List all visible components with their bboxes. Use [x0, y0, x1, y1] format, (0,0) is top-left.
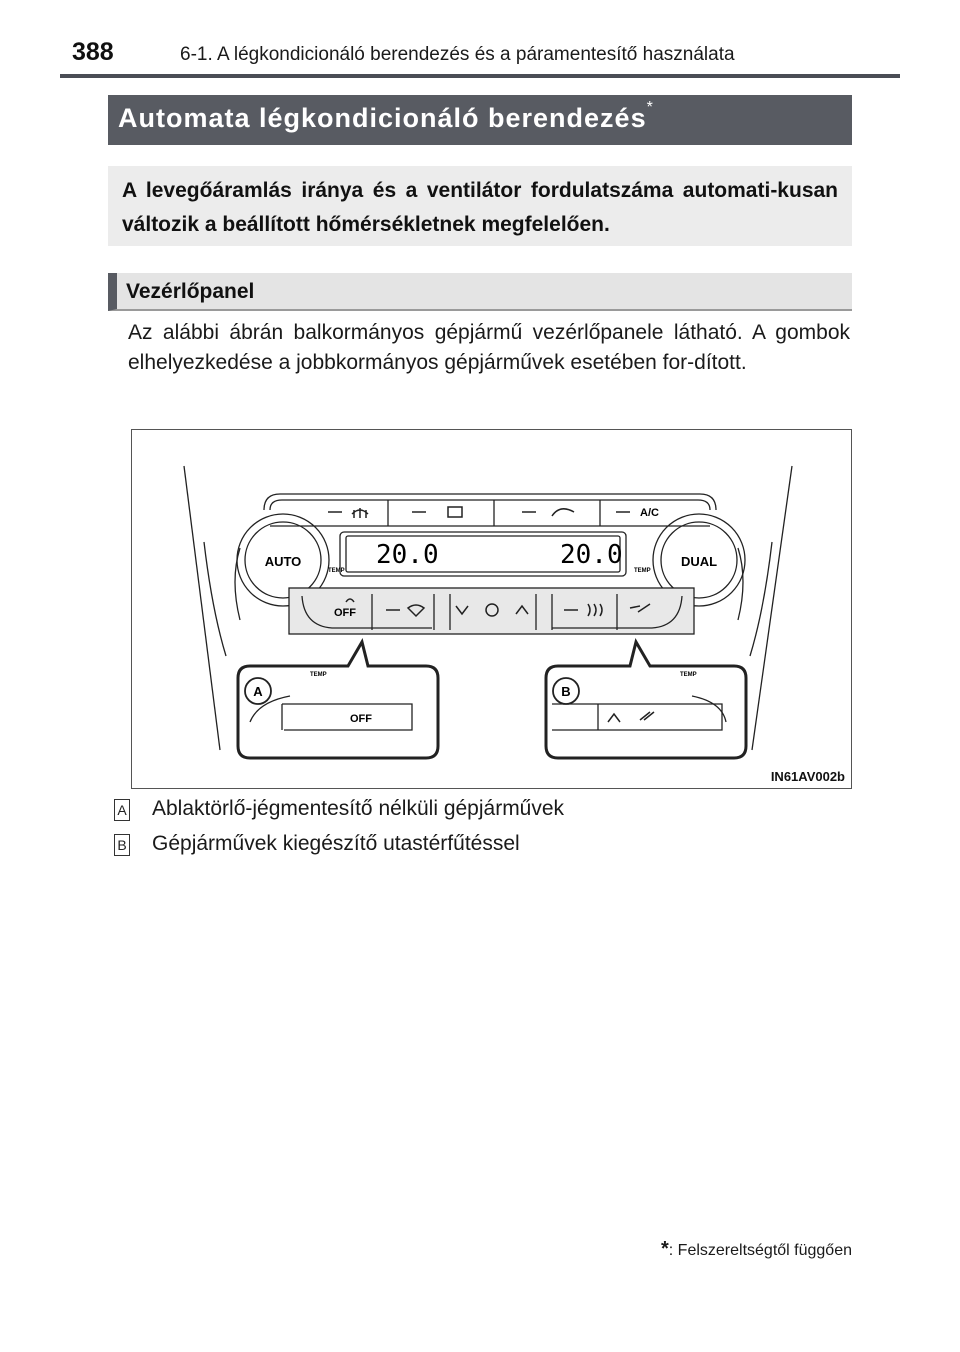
- subsection-title: Vezérlőpanel: [126, 280, 255, 303]
- header-rule: [60, 74, 900, 78]
- subsection-heading: [108, 273, 852, 311]
- title-asterisk: *: [646, 99, 654, 116]
- footnote: [661, 1238, 852, 1261]
- page-number: 388: [72, 38, 114, 66]
- front-defroster-icon: [352, 508, 368, 518]
- callout-b-temp-label: TEMP: [680, 672, 697, 678]
- page-title-text: Automata légkondicionáló berendezés: [118, 103, 647, 133]
- legend-item-a: [114, 796, 854, 826]
- temp-left-display: 20.0: [376, 540, 439, 570]
- dual-knob-label: DUAL: [680, 554, 718, 569]
- intro-box: [108, 166, 852, 246]
- legend-text-a: Ablaktörlő-jégmentesítő nélküli gépjárművek: [152, 797, 565, 820]
- legend-marker-b: B: [114, 834, 130, 856]
- page-header: [0, 30, 960, 76]
- figure-code: IN61AV002b: [770, 769, 845, 784]
- auto-knob-label: AUTO: [264, 554, 302, 569]
- callout-a-marker: A: [253, 684, 263, 699]
- control-panel-illustration: [132, 430, 853, 790]
- legend-marker-a: A: [114, 799, 130, 821]
- page-title: [118, 99, 654, 134]
- rear-defogger-icon: [448, 507, 462, 517]
- legend-text-b: Gépjárművek kiegészítő utastérfűtéssel: [152, 832, 520, 855]
- temp-right-display: 20.0: [560, 540, 623, 570]
- section-path: 6-1. A légkondicionáló berendezés és a páramentesítő használata: [180, 44, 735, 65]
- callout-b-marker: B: [561, 684, 571, 699]
- off-button-label: OFF: [334, 607, 356, 619]
- temp-left-label: TEMP: [328, 568, 345, 574]
- callout-a-temp-label: TEMP: [310, 672, 327, 678]
- legend-item-b: [114, 831, 854, 861]
- recirculation-icon: [552, 509, 574, 516]
- intro-text: A levegőáramlás iránya és a ventilátor fordulatszáma automati-kusan változik a beállított hőmérsékletnek megfelelően.: [122, 179, 838, 236]
- title-bar: [108, 95, 852, 145]
- subsection-body: Az alábbi ábrán balkormányos gépjármű vezérlőpanele látható. A gombok elhelyezkedése a jobbkormányos gépjárművek esetében for-dított.: [128, 321, 850, 374]
- callout-a-off-label: OFF: [350, 713, 372, 725]
- footnote-text: : Felszereltségtől függően: [668, 1242, 852, 1259]
- temp-right-label: TEMP: [634, 568, 651, 574]
- control-panel-figure: [131, 429, 852, 789]
- ac-button-label: A/C: [640, 507, 659, 519]
- footnote-asterisk: *: [660, 1238, 669, 1260]
